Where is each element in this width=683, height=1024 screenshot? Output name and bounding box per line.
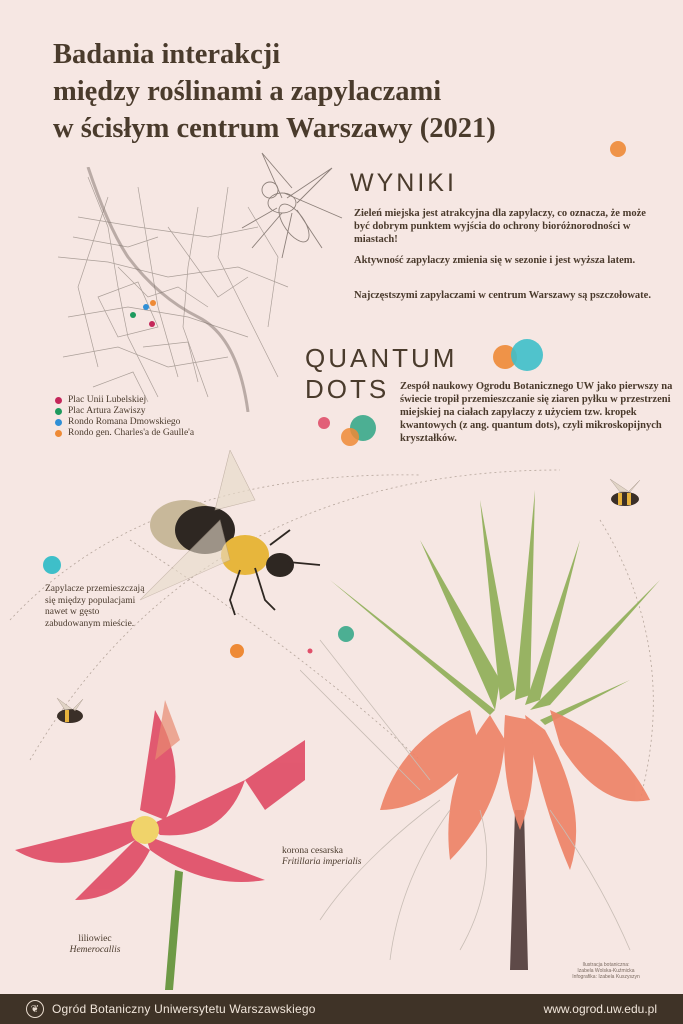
credits-line-2: Izabela Wolska-Kuźmicka xyxy=(577,968,635,974)
title-line-1: Badania interakcji xyxy=(53,39,281,70)
quantum-paragraph: Zespół naukowy Ogrodu Botanicznego UW jako pierwszy na świecie tropił przemieszczanie się ziaren pyłku w przestrzeni miejskiej na ciałach zapylaczy z użyciem tzw. kropek kwantowych (z ang. quantum dots), czyli mikroskopijnych kryształków. xyxy=(400,381,673,444)
title-line-2: między roślinami a zapylaczami xyxy=(53,76,442,107)
fritillaria-illustration xyxy=(300,480,660,970)
footer-institution-name: Ogród Botaniczny Uniwersytetu Warszawskiego xyxy=(52,1002,316,1016)
legend-label: Rondo Romana Dmowskiego xyxy=(68,417,181,427)
legend-label: Plac Unii Lubelskiej xyxy=(68,395,147,405)
title-line-3: w ścisłym centrum Warszawy (2021) xyxy=(53,113,496,144)
results-paragraph-2: Aktywność zapylaczy zmienia się w sezonie i jest wyższa latem. xyxy=(354,255,636,266)
fritillaria-common-name: korona cesarska xyxy=(282,846,343,856)
credits-line-3: Infografika: Izabela Kuszyszyn xyxy=(572,974,640,980)
lily-common-name: liliowiec xyxy=(78,934,112,944)
lily-caption xyxy=(55,934,135,956)
credits xyxy=(556,962,656,980)
pollinator-note: Zapylacze przemieszczają się między populacjami nawet w gęsto zabudowanym mieście. xyxy=(45,584,145,629)
fritillaria-latin-name: Fritillaria imperialis xyxy=(282,857,362,867)
results-paragraph-3: Najczęstszymi zapylaczami w centrum Warszawy są pszczołowate. xyxy=(354,290,651,301)
lily-latin-name: Hemerocallis xyxy=(69,945,121,955)
fritillaria-caption xyxy=(282,846,402,868)
legend-label: Rondo gen. Charles'a de Gaulle'a xyxy=(68,428,195,438)
quantum-heading-line-2: DOTS xyxy=(305,374,390,404)
garden-logo-icon: ❦ xyxy=(26,1000,44,1018)
legend-label: Plac Artura Zawiszy xyxy=(68,406,146,416)
footer-website-link[interactable]: www.ogrod.uw.edu.pl xyxy=(543,1002,657,1016)
results-paragraph-1: Zieleń miejska jest atrakcyjna dla zapylaczy, co oznacza, że może być dobrym punktem wyjścia do ochrony bioróżnorodności w miastach! xyxy=(354,208,646,245)
footer-bar xyxy=(0,994,683,1024)
results-heading: WYNIKI xyxy=(350,169,457,197)
quantum-heading-line-1: QUANTUM xyxy=(305,343,458,373)
lily-illustration xyxy=(5,700,305,990)
credits-line-1: Ilustracja botaniczna: xyxy=(582,962,630,968)
